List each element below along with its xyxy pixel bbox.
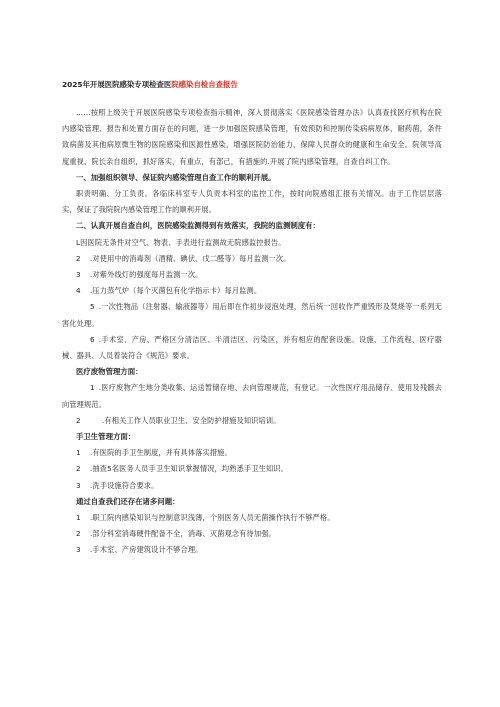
- title-red-part: 院感染自检自查报告: [171, 80, 238, 89]
- document-title: [62, 79, 238, 91]
- waste-heading: 医疗废物管理方面：: [76, 367, 143, 377]
- list-item: [62, 413, 442, 429]
- item-number: 3: [76, 480, 81, 490]
- item-number: 3: [76, 545, 81, 555]
- item-text: .对使用中的消毒剂（酒精、碘伏、戊二醛等）每月监测一次。: [90, 253, 291, 263]
- list-item: [62, 478, 442, 494]
- intro-paragraph: ……按照上级关于开展医院感染专项检查指示精神，深入贯彻落实《医院感染管理办法》认真查找医疗机构在院内感染管理、报告和处置方面存在的问题，进一步加强医院感染管理，有效预防和控制传染病病原体，耐药菌，条件致病菌及其他病原微生物的医院感染和医源性感染，增强医院防治能力，保障人民群众的健康和生命安全。院领导高度重视，院长亲自组织，抓好落实，有重点，有部己，有措施的.开展了院内感染管理，自查自纠工作。: [62, 108, 442, 166]
- item-number: 5: [90, 302, 95, 312]
- list-item: [62, 299, 442, 331]
- item-text: .有医院的手卫生制度，并有具体落实措施。: [90, 448, 232, 458]
- list-item: [62, 380, 442, 412]
- item-number: 1: [76, 513, 81, 523]
- hygiene-heading: 手卫生管理方面：: [76, 432, 136, 442]
- list-item: [62, 526, 442, 542]
- list-item: [62, 542, 442, 558]
- list-item: [62, 283, 442, 299]
- document-body: [62, 105, 442, 559]
- item-number: 2: [76, 253, 81, 263]
- list-item: [62, 251, 442, 267]
- item-number: 2: [76, 415, 81, 425]
- issues-heading: 通过自查我们还存在诸多问题：: [76, 496, 180, 506]
- item-text: .压力蒸气炉（每个灭菌包有化学指示卡）每月监测。: [90, 286, 262, 296]
- item-text: 因医院无条件对空气、物表、手表进行监测故无院感监控报告。: [80, 237, 286, 247]
- list-item: [62, 510, 442, 526]
- item-number: 2: [76, 464, 81, 474]
- item-number: L: [76, 237, 81, 247]
- item-text: .职工院内感染知识与控制意识浅薄，个别医务人员无菌操作执行不够严格。: [90, 513, 335, 523]
- item-text: .有相关工作人员职业卫生、安全防护措施及知识培训。: [102, 415, 281, 425]
- item-number: 1: [76, 448, 81, 458]
- item-text: .对紫外线灯的强度每月监测一次。: [90, 270, 203, 280]
- item-text: .手术室、产房、严格区分清洁区、半清洁区、污染区，并有相应的配套设施。设施、工作流程、医疗器械、器具、人员着装符合《规范》要求。: [62, 334, 442, 361]
- item-number: 6: [90, 334, 95, 344]
- item-text: .部分科室消毒硬件配备不全，消毒、灭菌观念有待加强。: [90, 529, 276, 539]
- item-number: 2: [76, 529, 81, 539]
- list-item: [62, 267, 442, 283]
- item-number: 1: [90, 383, 95, 393]
- item-text: .抽查5名医务人员手卫生知识掌握情况，均熟悉手卫生知识。: [90, 464, 288, 474]
- item-text: .洗手设施符合要求。: [90, 480, 159, 490]
- item-text: .一次性物品（注射器、输液器等）用后即在作初步浸泡处理，然后统一回收作严重毁形及焚烧等一系列无害化处理。: [62, 302, 442, 328]
- list-item: [62, 235, 442, 251]
- list-item: [62, 461, 442, 477]
- section1-paragraph: 职责明确、分工负责。各临床科室专人负责本科室的监控工作，按时向院感组汇报有关情况。由于工作层层落实，保证了我院院内感染管理工作的顺利开展。: [62, 189, 442, 215]
- section2-heading: 二、认真开展自查自纠，医院感染监测得到有效落实，我院的监测制度有：: [76, 221, 320, 231]
- list-item: [62, 332, 442, 364]
- item-text: .医疗废物产生地分类收集、运送暂储存地、去向管理规范，有登记。一次性医疗用品储存、使用及残骸去向管理规范。: [62, 383, 442, 409]
- section1-heading: 一、加强组织领导、保证院内感染管理自查工作的顺利开展。: [76, 172, 276, 182]
- item-text: .手术室、产房建筑设计不够合理。: [90, 545, 203, 555]
- title-black-part: 2025年开展医院感染专项检查医: [62, 80, 172, 89]
- list-item: [62, 445, 442, 461]
- item-number: 4: [76, 286, 81, 296]
- item-number: 3: [76, 270, 81, 280]
